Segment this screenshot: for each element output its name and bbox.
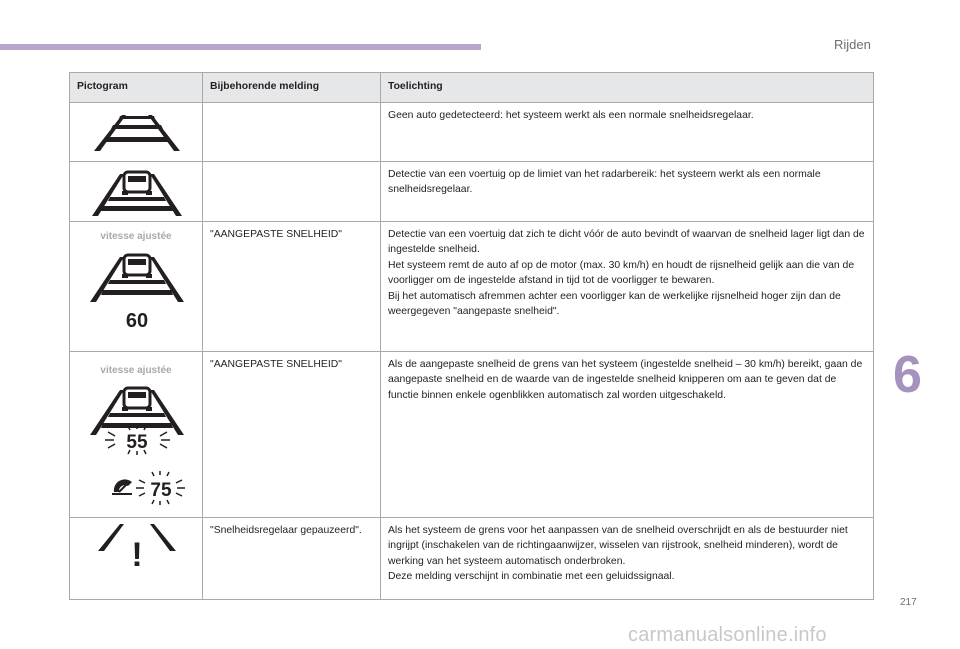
adjusted-speed-blinking-icon	[70, 352, 203, 517]
header-accent-bar	[0, 44, 481, 50]
table-header-row	[70, 73, 874, 103]
pictogram-cell	[70, 352, 203, 518]
message-cell	[203, 103, 381, 162]
table-row	[70, 518, 874, 600]
pictogram-cell	[70, 103, 203, 162]
pictogram-cell	[70, 518, 203, 600]
page-number: 217	[900, 597, 917, 608]
pictogram-speed: 55	[126, 432, 148, 453]
column-header-message: Bijbehorende melding	[203, 73, 381, 103]
explanation-text: Geen auto gedetecteerd: het systeem werkt als een normale snelheidsregelaar.	[388, 110, 754, 121]
table-row	[70, 352, 874, 518]
column-header-pictogram: Pictogram	[70, 73, 203, 103]
message-cell: "AANGEPASTE SNELHEID"	[203, 222, 381, 352]
explanation-cell	[381, 352, 874, 518]
explanation-text: Bij het automatisch afremmen achter een voorligger kan de werkelijke rijsnelheid hoger zijn dan de weergegeven "aangepaste snelheid".	[388, 290, 841, 318]
lane-lines-icon	[70, 103, 203, 161]
pictogram-label: vitesse ajustée	[100, 365, 172, 376]
explanation-cell	[381, 103, 874, 162]
message-cell: "Snelheidsregelaar gepauzeerd".	[203, 518, 381, 600]
adjusted-speed-60-icon	[70, 222, 203, 351]
speedometer-icon	[112, 479, 132, 495]
warning-mark: !	[131, 536, 143, 574]
pictogram-cell	[70, 162, 203, 222]
pictogram-speed: 60	[125, 310, 149, 332]
table-row	[70, 162, 874, 222]
table-row	[70, 222, 874, 352]
explanation-cell	[381, 518, 874, 600]
explanation-cell	[381, 222, 874, 352]
vehicle-ahead-icon	[70, 162, 203, 221]
explanation-text: Als het systeem de grens voor het aanpassen van de snelheid overschrijdt en als de bestuurder niet ingrijpt (inschakelen van de richtingaanwijzer, wisselen van rijstrook, snelheid minderen), wordt de werking van het systeem automatisch onderbroken.	[388, 525, 848, 567]
section-title: Rijden	[834, 37, 871, 52]
pictogram-cell	[70, 222, 203, 352]
explanation-text: Als de aangepaste snelheid de grens van het systeem (ingestelde snelheid – 30 km/h) bereikt, gaan de aangepaste snelheid en de waarde van de ingestelde snelheid knipperen om aan te geven dat de functie binnen enkele ogenblikken automatisch zal worden uitgeschakeld.	[388, 359, 863, 401]
column-header-explanation: Toelichting	[381, 73, 874, 103]
explanation-text: Het systeem remt de auto af op de motor (max. 30 km/h) en houdt de rijsnelheid gelijk aan die van de voorligger om de ingestelde afstand in tijd tot de voorligger te bewaren.	[388, 259, 855, 287]
explanation-text: Detectie van een voertuig op de limiet van het radarbereik: het systeem werkt als een normale snelheidsregelaar.	[388, 169, 821, 196]
pictogram-speed-2: 75	[150, 480, 172, 501]
explanation-text: Deze melding verschijnt in combinatie met een geluidssignaal.	[388, 571, 675, 583]
watermark: carmanualsonline.info	[628, 624, 827, 646]
message-cell	[203, 162, 381, 222]
pictogram-label: vitesse ajustée	[100, 231, 172, 242]
pictogram-table	[69, 72, 874, 600]
table-row	[70, 103, 874, 162]
explanation-text: Detectie van een voertuig dat zich te dicht vóór de auto bevindt of waarvan de snelheid lager ligt dan de ingestelde snelheid.	[388, 229, 865, 256]
cruise-paused-warning-icon	[70, 518, 203, 599]
chapter-number: 6	[893, 346, 922, 404]
message-cell: "AANGEPASTE SNELHEID"	[203, 352, 381, 518]
explanation-cell	[381, 162, 874, 222]
